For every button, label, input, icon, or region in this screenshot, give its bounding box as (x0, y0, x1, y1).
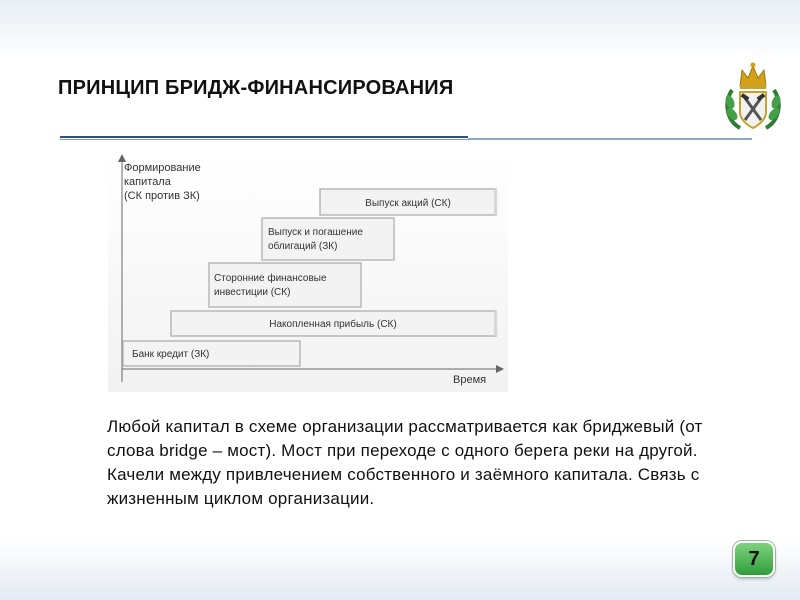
step-label: облигаций (ЗК) (268, 241, 338, 252)
body-paragraph: Любой капитал в схеме организации рассматривается как бриджевый (от слова bridge – мост). Мост при переходе с одного берега реки на другой. Качели между привлечением собственного и заёмного капитала. Связь с жизненным циклом организации. (107, 417, 703, 508)
bridge-financing-diagram (108, 154, 508, 392)
y-axis-label (124, 162, 204, 202)
slide-title: ПРИНЦИП БРИДЖ-ФИНАНСИРОВАНИЯ (58, 77, 454, 99)
svg-text:Выпуск акций (СК) (365, 198, 451, 209)
svg-text:Накопленная прибыль (СК) (269, 318, 396, 330)
step-box-retained-earnings (171, 311, 500, 336)
step-label: Накопленная прибыль (СК) (269, 319, 397, 330)
step-box-investments (209, 263, 361, 307)
y-axis-label-line: капитала (124, 176, 171, 188)
page-number-badge: 7 (733, 541, 775, 577)
step-label: Выпуск акций (СК) (365, 198, 451, 209)
y-axis-label-line: Формирование (124, 162, 201, 174)
step-box-share-issue (320, 189, 500, 215)
x-axis-arrow-icon (496, 365, 504, 373)
crown-emblem-icon (718, 56, 788, 136)
step-label: Сторонние финансовые (214, 273, 327, 284)
x-axis-label: Время (453, 374, 487, 386)
step-label: Банк кредит (ЗК) (132, 349, 210, 360)
header-divider (60, 136, 752, 148)
y-axis-arrow-icon (118, 154, 126, 162)
svg-text:Банк кредит (ЗК) (132, 349, 209, 360)
step-label: инвестиции (СК) (214, 287, 291, 298)
y-axis-label-line: (СК против ЗК) (124, 190, 200, 202)
step-label: Выпуск и погашение (268, 227, 363, 238)
step-box-bank-loan (123, 341, 300, 366)
step-box-bonds (262, 218, 394, 260)
background-bottom (0, 540, 800, 600)
background-top (0, 0, 800, 60)
